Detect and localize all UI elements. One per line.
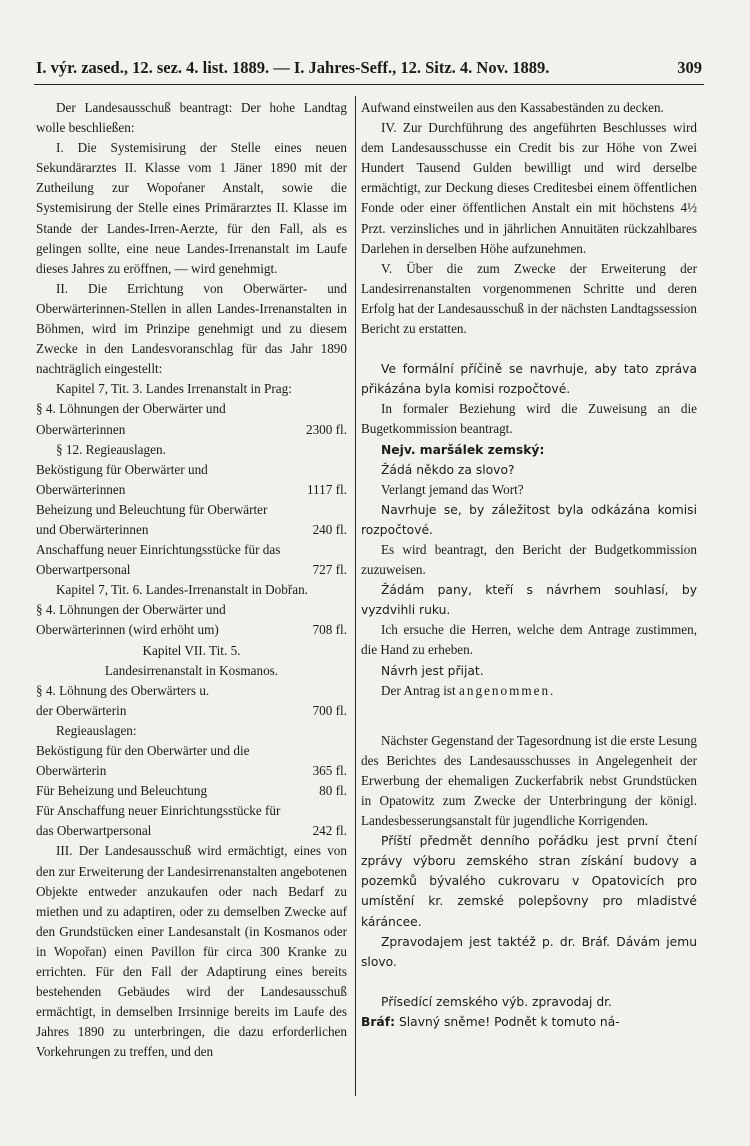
assessor-line: Přísedící zemského výb. zpravodaj dr.	[381, 994, 612, 1009]
budget-line-amount: 727 fl.	[312, 562, 347, 578]
budget-line-heating	[36, 500, 347, 540]
budget-line-amount: 700 fl.	[312, 702, 347, 718]
chapter-prag: Kapitel 7, Tit. 3. Landes Irrenanstalt in Prag:	[56, 381, 292, 397]
budget-line-label: Beheizung und Beleuchtung für Oberwärter und Oberwärterinnen	[36, 501, 268, 537]
budget-line-label: Beköstigung für Oberwärter und Oberwärterinnen	[36, 461, 208, 497]
german-next-item: Nächster Gegenstand der Tagesordnung ist die erste Lesung des Berichtes des Landesausschusses in Angelegenheit der Erwerbung der ehemaligen Zuckerfabrik nebst Grundstücken in Opatowitz zum Zwecke der Unterbringung der königl. Landesbesserungsanstalt für jugendliche Korrigenden.	[361, 732, 697, 829]
spacer	[361, 339, 697, 359]
resolution-item-5: V. Über die zum Zwecke der Erweiterung der Landesirrenanstalten vorgenommenen Schritte und deren Erfolg hat der Landesausschuß in der nächsten Landtagssession Bericht zu erstatten.	[361, 260, 697, 337]
budget-line-amount: 708 fl.	[312, 622, 347, 638]
budget-line-furnishing	[36, 540, 347, 580]
section-regie: § 12. Regieauslagen.	[56, 441, 166, 457]
resolution-item-2: II. Die Errichtung von Oberwärter- und Oberwärterinnen-Stellen in allen Landes-Irrenanstalten in Böhmen, wird im Prinzipe genehmigt und zu diesem Zwecke in den Landesvoranschlag für das Jahr 1890 nachträglich eingestellt:	[36, 280, 347, 377]
budget-line-wages-kosmanos	[36, 701, 347, 721]
czech-adopted: Návrh jest přijat.	[381, 663, 484, 678]
german-adopted-text: Der Antrag ist	[381, 682, 456, 698]
budget-line-wages-dobran	[36, 600, 347, 640]
german-ask-floor: Verlangt jemand das Wort?	[381, 481, 524, 497]
resolution-item-3: III. Der Landesausschuß wird ermächtigt, eines von den zur Erweiterung der Landesirrenanstalten angebotenen Objekte entweder anzukaufen oder nach Bedarf zu miethen und zu adaptiren, oder zu demselben Zwecke auf den Grundstücken einer Landesanstalt (in Kosmanos oder in Wopořan) einen Pavillon für circa 300 Kranke zu errichten. Für den Fall der Adaptirung eines bereits bestehenden Gebäudes wird der Landesausschuß ermächtigt, in demselben Irrsinnige bereits im Laufe des Jahres 1890 zu unterbringen, die dazu erforderlichen Vorkehrungen zu treffen, und den	[36, 843, 347, 1060]
spacer	[361, 701, 697, 731]
resolution-item-4: IV. Zur Durchführung des angeführten Beschlusses wird dem Landesausschusse ein Credit bis zur Höhe von Zwei Hundert Tausend Gulden bewilligt und wird derselbe ermächtigt, zur Deckung dieses Creditesbei einem öffentlichen Fonde oder einer öffentlichen Anstalt ein mit höchstens 4½ Przt. verzinsliches und in jährlichen Annuitäten rückzahlbares Darlehen in derselben Höhe aufzunehmen.	[361, 120, 697, 256]
budget-line-label: § 4. Löhnungen der Oberwärter und Oberwärterinnen (wird erhöht um)	[36, 602, 226, 638]
budget-line-heating-kosmanos	[36, 781, 347, 801]
budget-line-furnishing-kosmanos	[36, 801, 347, 841]
spacer	[361, 972, 697, 992]
budget-line-label: Anschaffung neuer Einrichtungsstücke für das Oberwartpersonal	[36, 542, 281, 578]
czech-ask-floor: Žádá někdo za slovo?	[381, 462, 515, 477]
institution-kosmanos: Landesirrenanstalt in Kosmanos.	[104, 662, 279, 678]
budget-line-amount: 2300 fl.	[305, 421, 347, 437]
budget-line-label: Beköstigung für den Oberwärter und die Oberwärterin	[36, 743, 250, 779]
german-adopted-word: angenommen.	[459, 682, 556, 698]
budget-line-amount: 242 fl.	[312, 823, 347, 839]
continuation-text: Aufwand einstweilen aus den Kassabeständen zu decken.	[361, 100, 664, 115]
section-wages-kosmanos: § 4. Löhnung des Oberwärters u.	[36, 682, 210, 698]
czech-next-item: Příští předmět denního pořádku jest první čtení zprávy výboru zemského stran získání budovy a pozemků bývalého cukrovaru v Opatovicích pro umístění kr. zemské polepšovny pro mladistvé káráncee.	[361, 834, 697, 929]
speaker-braf-line	[361, 1012, 697, 1032]
czech-proposal: Navrhuje se, by záležitost byla odkázána komisi rozpočtové.	[361, 502, 697, 537]
budget-line-wages-prag	[36, 399, 347, 439]
czech-formal-proposal: Ve formální příčině se navrhuje, aby tato zpráva přikázána byla komisi rozpočtové.	[361, 362, 697, 397]
section-regie-kosmanos: Regieauslagen:	[56, 722, 137, 738]
page-header	[36, 58, 702, 78]
chapter-dobran: Kapitel 7, Tit. 6. Landes-Irrenanstalt in Dobřan.	[56, 582, 308, 598]
budget-line-amount: 365 fl.	[312, 763, 347, 779]
budget-line-label: Für Beheizung und Beleuchtung	[36, 783, 208, 799]
speaker-braf: Bráf:	[361, 1014, 396, 1029]
czech-vote-call: Žádám pany, kteří s návrhem souhlasí, by vyzdvihli ruku.	[361, 583, 697, 618]
german-formal-proposal: In formaler Beziehung wird die Zuweisung an die Bugetkommission beantragt.	[361, 401, 697, 437]
right-column	[361, 98, 697, 1032]
braf-speech: Slavný sněme! Podnět k tomuto ná-	[398, 1014, 620, 1029]
page-number: 309	[677, 58, 702, 77]
left-column	[36, 98, 347, 1063]
intro-paragraph: Der Landesausschuß beantragt: Der hohe Landtag wolle beschließen:	[36, 100, 347, 136]
german-proposal: Es wird beantragt, den Bericht der Budgetkommission zuzuweisen.	[361, 541, 697, 578]
chapter-kosmanos: Kapitel VII. Tit. 5.	[142, 642, 241, 658]
czech-reporter: Zpravodajem jest taktéž p. dr. Bráf. Dávám jemu slovo.	[361, 934, 697, 969]
budget-line-amount: 240 fl.	[312, 521, 347, 537]
budget-line-label: der Oberwärterin	[36, 702, 127, 718]
column-divider	[355, 96, 356, 1096]
header-session-info: I. výr. zased., 12. sez. 4. list. 1889. — I. Jahres-Seff., 12. Sitz. 4. Nov. 1889.	[36, 58, 550, 77]
german-vote-call: Ich ersuche die Herren, welche dem Antrage zustimmen, die Hand zu erheben.	[361, 622, 697, 658]
budget-line-label: Für Anschaffung neuer Einrichtungsstücke für das Oberwartpersonal	[36, 803, 281, 839]
speaker-marshal: Nejv. maršálek zemský:	[381, 442, 545, 457]
budget-line-label: § 4. Löhnungen der Oberwärter und Oberwärterinnen	[36, 401, 226, 437]
budget-line-amount: 80 fl.	[319, 783, 347, 799]
budget-line-board-kosmanos	[36, 741, 347, 781]
budget-line-amount: 1117 fl.	[306, 481, 347, 497]
german-adopted	[361, 681, 697, 701]
header-rule	[34, 84, 704, 85]
resolution-item-1: I. Die Systemisirung der Stelle eines neuen Sekundärarztes II. Klasse vom 1 Jäner 1890 mit der Zutheilung zur Wopoŕaner Anstalt, sowie die Systemisirung der Stelle eines Primärarztes II. Klasse im Stande der Landes-Irren-Aerzte, für den Fall, als es gelingen sollte, eine neue Landes-Irrenanstalt im Laufe dieses Jahres zu eröffnen, — wird genehmigt.	[36, 140, 347, 276]
budget-line-board	[36, 460, 347, 500]
